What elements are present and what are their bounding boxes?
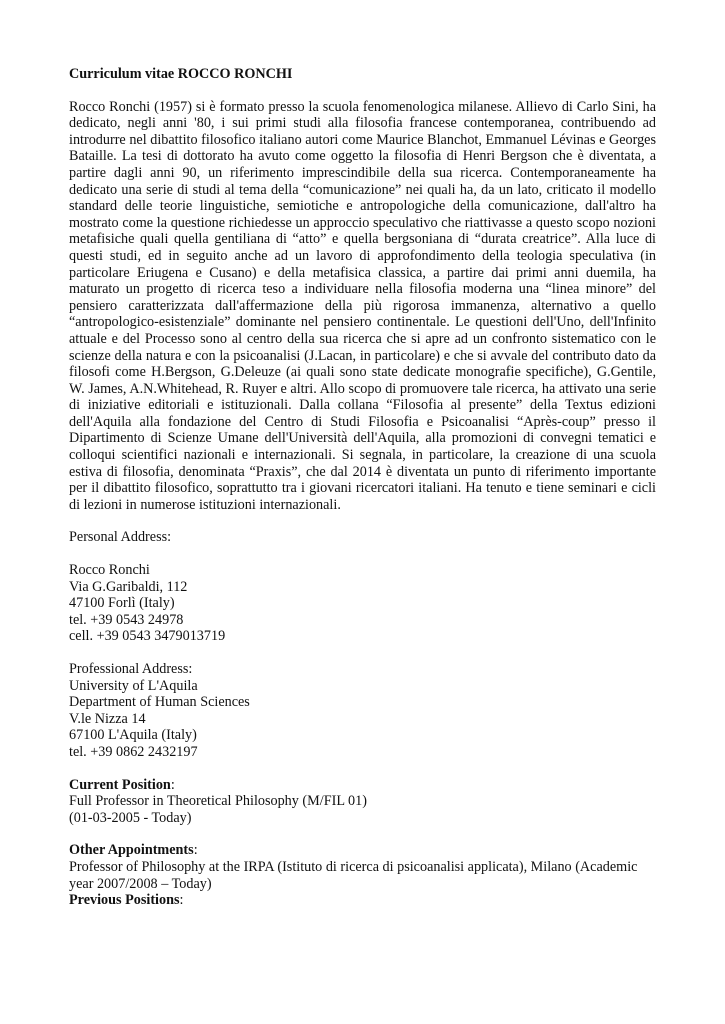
current-position-period: (01-03-2005 - Today)	[69, 809, 192, 826]
other-appointments-section	[69, 842, 656, 908]
current-position-label: Current Position	[69, 776, 171, 793]
professional-phone: tel. +39 0862 2432197	[69, 743, 198, 760]
cv-page	[69, 66, 656, 909]
professional-university: University of L'Aquila	[69, 677, 198, 694]
personal-address-label: Personal Address:	[69, 529, 172, 546]
personal-address	[69, 562, 656, 645]
other-appointments-colon: :	[193, 842, 198, 859]
professional-department: Department of Human Sciences	[69, 694, 250, 711]
document-title: Curriculum vitae ROCCO RONCHI	[69, 66, 293, 82]
personal-phone: tel. +39 0543 24978	[69, 611, 184, 628]
professional-city: 67100 L'Aquila (Italy)	[69, 727, 197, 744]
professional-address	[69, 661, 656, 761]
other-appointments-label: Other Appointments	[69, 842, 194, 859]
personal-address-heading	[69, 529, 656, 546]
current-position-role: Full Professor in Theoretical Philosophy (M/FIL 01)	[69, 793, 367, 810]
personal-street: Via G.Garibaldi, 112	[69, 578, 188, 595]
personal-name: Rocco Ronchi	[69, 562, 150, 579]
personal-city: 47100 Forlì (Italy)	[69, 595, 175, 612]
current-position-section	[69, 777, 656, 827]
current-position-heading	[69, 777, 656, 794]
other-appointments-text: Professor of Philosophy at the IRPA (Istituto di ricerca di psicoanalisi applicata), Milano (Academic year 2007/2008 – Today)	[69, 858, 638, 892]
previous-positions-colon: :	[179, 892, 184, 909]
current-position-colon: :	[170, 776, 175, 793]
professional-street: V.le Nizza 14	[69, 710, 146, 727]
previous-positions-heading	[69, 892, 656, 909]
previous-positions-label: Previous Positions	[69, 892, 180, 909]
professional-address-label: Professional Address:	[69, 661, 193, 677]
other-appointments-heading	[69, 842, 656, 859]
biography-paragraph: Rocco Ronchi (1957) si è formato presso la scuola fenomenologica milanese. Allievo di Carlo Sini, ha dedicato, negli anni '80, i sui primi studi alla filosofia francese contemporanea, contribuendo ad introdurre nel dibattito filosofico italiano autori come Maurice Blanchot, Emmanuel Lévinas e Georges Bataille. La tesi di dottorato ha avuto come oggetto la filosofia di Henri Bergson che è diventata, a partire dagli anni 90, un riferimento imprescindibile della sua ricerca. Contemporaneamente ha dedicato una serie di studi al tema della “comunicazione” nei quali ha, da un lato, criticato il modello standard delle teorie linguistiche, semiotiche e antropologiche della comunicazione, dall'altro ha mostrato come la questione richiedesse un approccio speculativo che riattivasse a questo scopo nozioni metafisiche quali quella gentiliana di “atto” e quella bergsoniana di “durata creatrice”. Alla luce di questi studi, ed in seguito anche ad un lavoro di approfondimento della teologia speculativa (in particolare Eriugena e Cusano) e della metafisica classica, a partire dai primi anni duemila, ha maturato un progetto di ricerca teso a individuare nella filosofia moderna una “linea minore” del pensiero caratterizzata dall'affermazione della più rigorosa immanenza, alternativo a quello “antropologico-esistenziale” dominante nel pensiero continentale. Le questioni dell'Uno, dell'Infinito attuale e del Processo sono al centro della sua ricerca che si apre ad un confronto sistematico con le scienze della natura e con la psicoanalisi (J.Lacan, in particolare) e che si avvale del contributo dato da filosofi come H.Bergson, G.Deleuze (ai quali sono state dedicate monografie specifiche), G.Gentile, W. James, A.N.Whitehead, R. Ruyer e altri. Allo scopo di promuovere tale ricerca, ha attivato una serie di iniziative editoriali e istituzionali. Dalla collana “Filosofia al presente” della Textus edizioni dell'Aquila alla fondazione del Centro di Studi Filosofia e Psicoanalisi “Après-coup” presso il Dipartimento di Scienze Umane dell'Università dell'Aquila, alla promozioni di convegni tematici e colloqui scientifici nazionali e internazionali. Si segnala, in particolare, la creazione di una scuola estiva di filosofia, denominata “Praxis”, che dal 2014 è diventata un punto di riferimento importante per il dibattito filosofico, soprattutto tra i giovani ricercatori italiani. Ha tenuto e tiene seminari e cicli di lezioni in numerose istituzioni internazionali.	[69, 98, 656, 513]
personal-cell: cell. +39 0543 3479013719	[69, 628, 226, 645]
